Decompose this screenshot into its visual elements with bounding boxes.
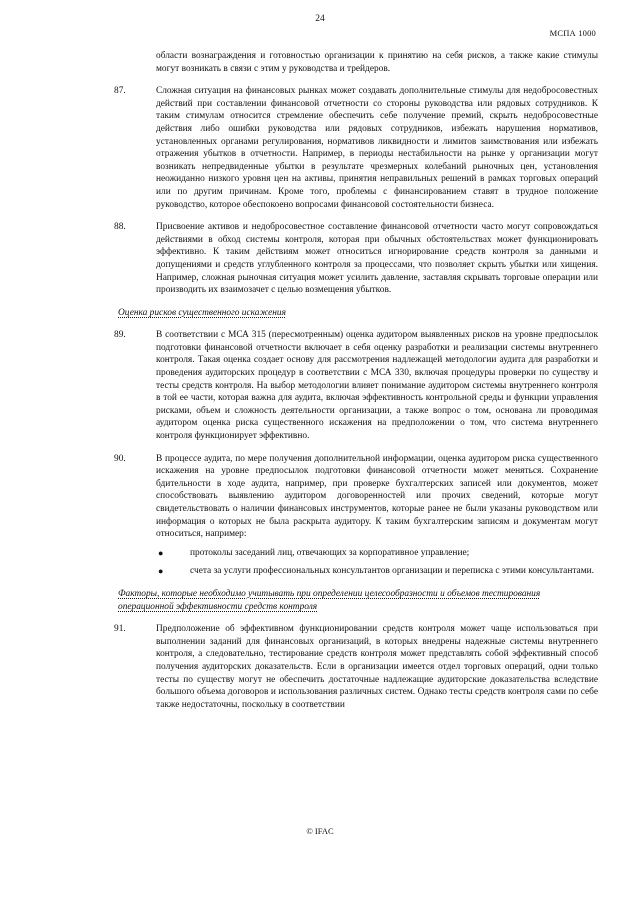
paragraph-text: В соответствии с МСА 315 (пересмотренным) оценка аудитором выявленных рисков на уровне предпосылок подготовки финансовой отчетности включает в себя оценку разработки и реализации системы внутреннего контроля. Такая оценка создает основу для рассмотрения надлежащей методологии аудита для разработки и проведения аудиторских процедур в соответствии с МСА 330, включая процедуры проверки по существу и тесты средств контроля. На выбор методологии влияет понимание аудитором системы внутреннего контроля в той ее части, которая важна для аудита, включая эффективность контрольной среды и функции управления рисками, объем и сложность деятельности организации, а также вопрос о том, основана ли проводимая аудитором оценка риска существенного искажения на предположении о том, что система внутреннего контроля функционирует эффективно. <box>156 330 598 442</box>
paragraph-88 <box>114 221 598 297</box>
list-item <box>114 565 598 578</box>
paragraph-text: Сложная ситуация на финансовых рынках может создавать дополнительные стимулы для недобросовестных действий при составлении финансовой отчетности со стороны руководства или рядовых сотрудников. К таким стимулам относится стремление обеспечить себе получение премий, скрыть недобросовестные действия либо ошибки руководства или рядовых сотрудников, избежать нарушения нормативов, установленных органами регулирования, нормативов ликвидности и лимитов заимствования или избежать отражения убытков в отчетности. Например, в периоды нестабильности на рынке у организации могут возникать непредвиденные убытки в результате чрезмерных колебаний рыночных цен, установления неожиданно низкого уровня цен на активы, принятия неправильных решений в рамках торговых операций или по другим причинам. Кроме того, проблемы с финансированием ставят в трудное положение руководство, которое обеспокоено вопросами финансовой состоятельности бизнеса. <box>156 86 598 210</box>
page-number: 24 <box>315 14 325 24</box>
footer-copyright: © IFAC <box>306 826 334 836</box>
section-heading-risk-assessment: Оценка рисков существенного искажения <box>118 307 286 318</box>
section-heading-control-testing: Факторы, которые необходимо учитывать при определении целесообразности и объемов тестирования операционной эффективности средств контроля <box>118 588 541 612</box>
paragraph-90 <box>114 453 598 541</box>
continued-paragraph: области вознаграждения и готовностью организации к принятию на себя рисков, а также какие стимулы могут возникать в связи с этим у руководства и трейдеров. <box>156 51 598 74</box>
paragraph-number: 87. <box>114 86 126 97</box>
bullet-list <box>114 547 598 578</box>
paragraph-91 <box>114 623 598 711</box>
bullet-icon: ● <box>158 547 164 558</box>
paragraph-number: 88. <box>114 222 126 233</box>
paragraph-number: 89. <box>114 330 126 341</box>
paragraph-89 <box>114 329 598 442</box>
bullet-icon: ● <box>158 566 164 577</box>
list-item-text: протоколы заседаний лиц, отвечающих за корпоративное управление; <box>190 547 470 558</box>
paragraph-text: Присвоение активов и недобросовестное составление финансовой отчетности часто могут сопровождаться действиями в обход системы контроля, которая при обычных обстоятельствах может функционировать эффективно. К таким действиям может относиться игнорирование средств контроля за данными и допущениями и средств углубленного контроля за процессами, что позволяет скрыть убытки или хищения. Например, сложная рыночная ситуация может усилить давление, заставляя скрывать торговые операции или производить их взаимозачет с целью возмещения убытков. <box>156 222 598 296</box>
list-item-text: счета за услуги профессиональных консультантов организации и переписка с этими консультантами. <box>190 566 595 577</box>
page-content <box>114 50 598 721</box>
paragraph-87 <box>114 85 598 211</box>
paragraph-number: 91. <box>114 624 126 635</box>
paragraph-text: В процессе аудита, по мере получения дополнительной информации, оценка аудитором риска существенного искажения на уровне предпосылок подготовки финансовой отчетности может меняться. Сохранение бдительности в ходе аудита, например, при проверке бухгалтерских записей или документов, может способствовать выявлению аудитором договоренностей или прочих сведений, которые могут свидетельствовать о наличии финансовых инструментов, которые ранее не были указаны руководством или информация о которых не была раскрыта аудитору. К таким бухгалтерским записям и документам могут относиться, например: <box>156 453 598 540</box>
list-item <box>114 547 598 560</box>
document-code: МСПА 1000 <box>549 28 596 38</box>
paragraph-number: 90. <box>114 453 126 464</box>
paragraph-text: Предположение об эффективном функционировании средств контроля может чаще использоваться при выполнении заданий для финансовых организаций, в которых внедрены надежные системы внутреннего контроля, а следовательно, тестирование средств контроля может представлять собой эффективный способ получения аудиторских доказательств. Если в организации имеется отдел торговых операций, одни только тесты по существу могут не обеспечить достаточные надлежащие аудиторские доказательства вследствие большого объема договоров и использования различных систем. Однако тесты средств контроля сами по себе также недостаточны, поскольку в соответствии <box>156 624 598 710</box>
